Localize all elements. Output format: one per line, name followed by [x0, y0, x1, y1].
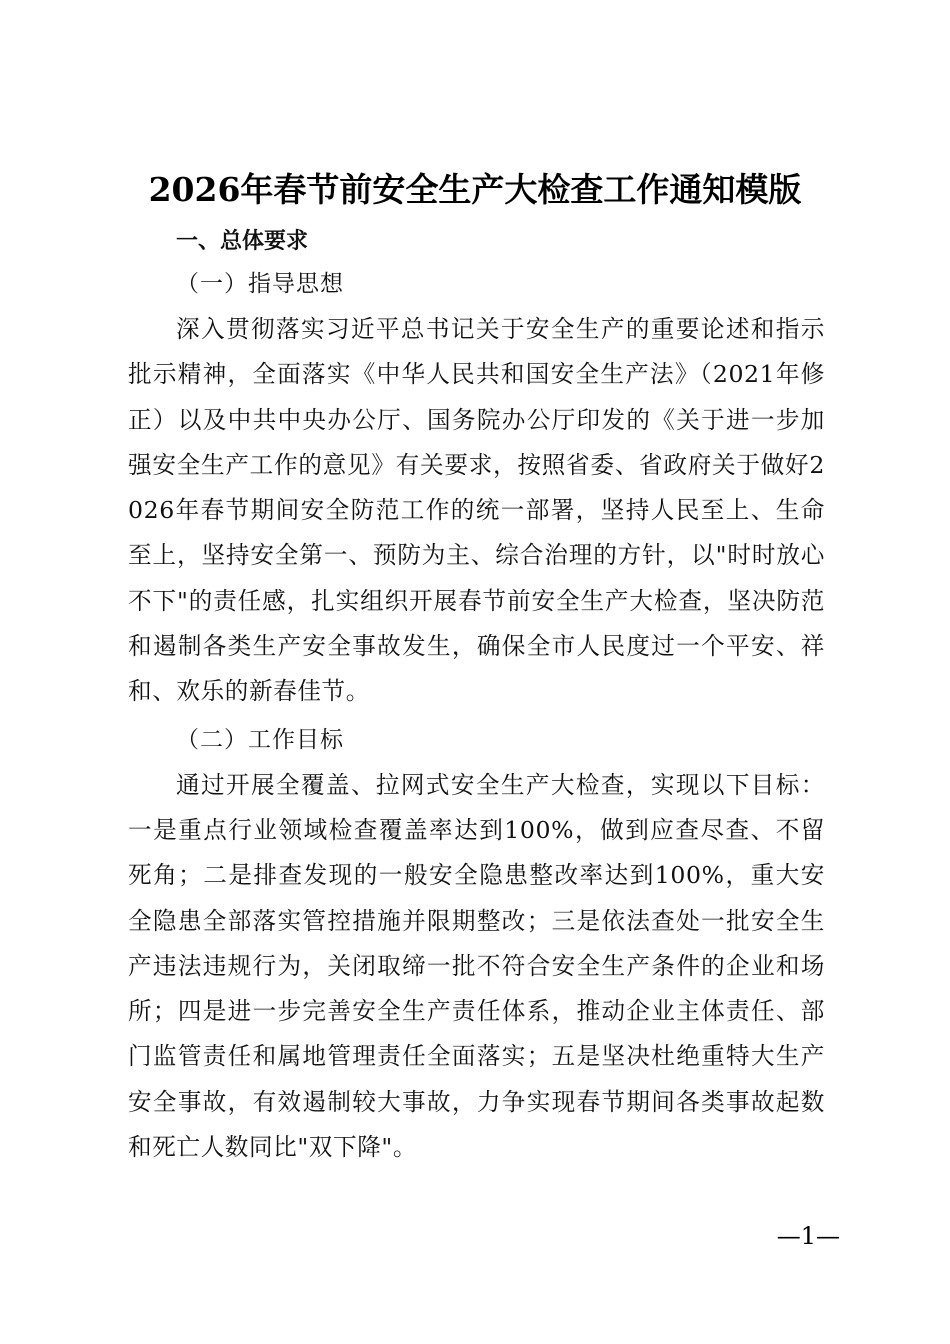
subsection-heading-work-goals: （二）工作目标 [176, 726, 344, 753]
page-number: —1— [776, 1222, 840, 1250]
paragraph-work-goals: 通过开展全覆盖、拉网式安全生产大检查，实现以下目标：一是重点行业领域检查覆盖率达到100%，做到应查尽查、不留死角；二是排查发现的一般安全隐患整改率达到100%，重大安全隐患全部落实管控措施并限期整改；三是依法查处一批安全生产违法违规行为，关闭取缔一批不符合安全生产条件的企业和场所；四是进一步完善安全生产责任体系，推动企业主体责任、部门监管责任和属地管理责任全面落实；五是坚决杜绝重特大生产安全事故，有效遏制较大事故，力争实现春节期间各类事故起数和死亡人数同比"双下降"。 [128, 770, 825, 1162]
document-body [128, 222, 825, 1170]
document-title: 2026年春节前安全生产大检查工作通知模版 [148, 170, 802, 209]
section-heading-general-requirements: 一、总体要求 [176, 229, 309, 254]
subsection-heading-guiding-ideology: （一）指导思想 [176, 271, 344, 297]
paragraph-guiding-ideology: 深入贯彻落实习近平总书记关于安全生产的重要论述和指示批示精神，全面落实《中华人民共和国安全生产法》（2021年修正）以及中共中央办公厅、国务院办公厅印发的《关于进一步加强安全生产工作的意见》有关要求，按照省委、省政府关于做好2026年春节期间安全防范工作的统一部署，坚持人民至上、生命至上，坚持安全第一、预防为主、综合治理的方针，以"时时放心不下"的责任感，扎实组织开展春节前安全生产大检查，坚决防范和遏制各类生产安全事故发生，确保全市人民度过一个平安、祥和、欢乐的新春佳节。 [128, 315, 825, 706]
